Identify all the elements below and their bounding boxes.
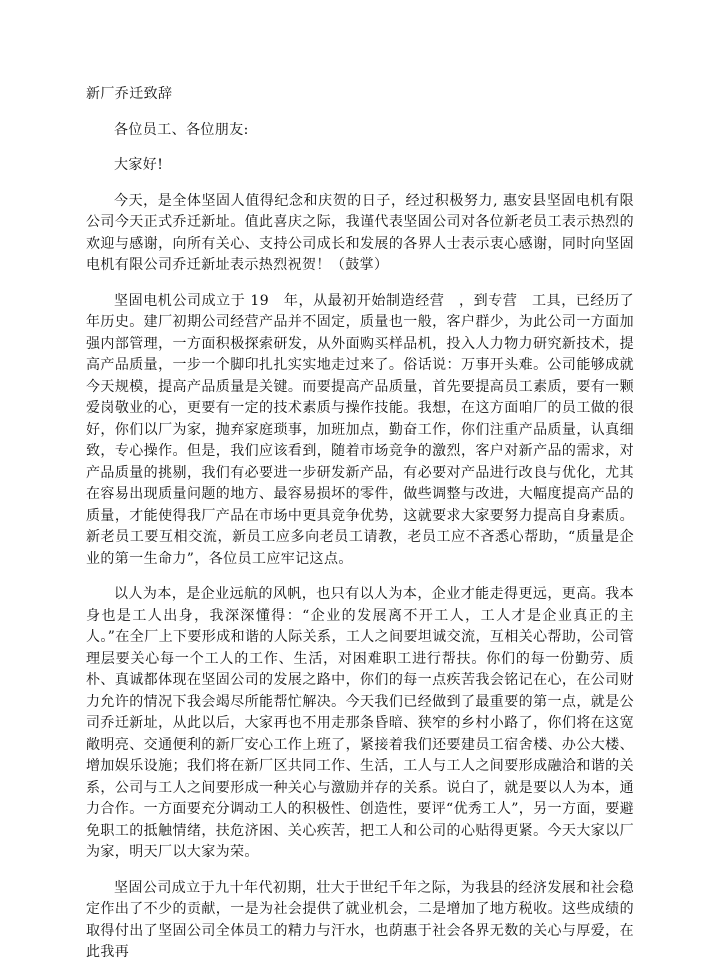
- hello-line: 大家好!: [114, 157, 164, 173]
- document-title: 新厂乔迁致辞: [86, 86, 173, 102]
- document-body: [86, 84, 649, 978]
- paragraph-people-oriented: 以人为本，是企业远航的风帆，也只有以人为本，企业才能走得更远，更高。我本身也是工人出身，我深深懂得：“企业的发展离不开工人，工人才是企业真正的主人。”在全厂上下要形成和谐的人际关系，工人之间要坦诚交流，互相关心帮助，公司管理层要关心每一个工人的工作、生活，对困难职工进行帮扶。你们的每一份勤劳、质朴、真诚都体现在坚固公司的发展之路中，你们的每一点疾苦我会铭记在心，在公司财力允许的情况下我会竭尽所能帮忙解决。今天我们已经做到了最重要的第一点，就是公司乔迁新址，从此以后，大家再也不用走那条昏暗、狭窄的乡村小路了，你们将在这宽敞明亮、交通便利的新厂安心工作上班了，紧接着我们还要建员工宿舍楼、办公大楼、增加娱乐设施；我们将在新厂区共同工作、生活，工人与工人之间要形成融洽和谐的关系，公司与工人之间要形成一种关心与激励并存的关系。说白了，就是要以人为本，通力合作。一方面要充分调动工人的积极性、创造性，要评“优秀工人”，另一方面，要避免职工的抵触情绪，扶危济困、关心疾苦，把工人和公司的心贴得更紧。今天大家以厂为家，明天厂以大家为荣。: [86, 586, 634, 860]
- paragraph-history: 坚固电机公司成立于 19 年，从最初开始制造经营 ，到专营 工具，已经历了 年历史。建厂初期公司经营产品并不固定，质量也一般，客户群少，为此公司一方面加强内部管理，一方面积极探索研发，从外面购买样品机，投入人力物力研究新技术，提高产品质量，一步一个脚印扎扎实实地走过来了。俗话说：万事开头难。公司能够成就今天规模，提高产品质量是关键。而要提高产品质量，首先要提高员工素质，要有一颗爱岗敬业的心，更要有一定的技术素质与操作技能。我想，在这方面咱厂的员工做的很好，你们以厂为家，抛弃家庭琐事，加班加点，勤奋工作，你们注重产品质量，认真细致，专心操作。但是，我们应该看到，随着市场竞争的激烈，客户对新产品的需求，对产品质量的挑剔，我们有必要进一步研发新产品，有必要对产品进行改良与优化，尤其在容易出现质量问题的地方、最容易损坏的零件，做些调整与改进，大幅度提高产品的质量，才能使得我厂产品在市场中更具竞争优势，这就要求大家要努力提高自身素质。新老员工要互相交流，新员工应多向老员工请教，老员工应不吝悉心帮助，“质量是企业的第一生命力”，各位员工应牢记这点。: [86, 292, 649, 567]
- paragraph-celebration: 今天，是全体坚固人值得纪念和庆贺的日子，经过积极努力, 惠安县坚固电机有限公司今天正式乔迁新址。值此喜庆之际，我谨代表坚固公司对各位新老员工表示热烈的欢迎与感谢，向所有关心、支持公司成长和发展的各界人士表示衷心感谢，同时向坚固电机有限公司乔迁新址表示热烈祝贺！（鼓掌）: [86, 192, 634, 273]
- paragraph-contribution: 坚固公司成立于九十年代初期，壮大于世纪千年之际，为我县的经济发展和社会稳定作出了不少的贡献，一是为社会提供了就业机会，二是增加了地方税收。这些成绩的取得付出了坚固公司全体员工的精力与汗水，也荫惠于社会各界无数的关心与厚爱，在此我再: [86, 879, 634, 960]
- greeting-line: 各位员工、各位朋友:: [114, 121, 249, 138]
